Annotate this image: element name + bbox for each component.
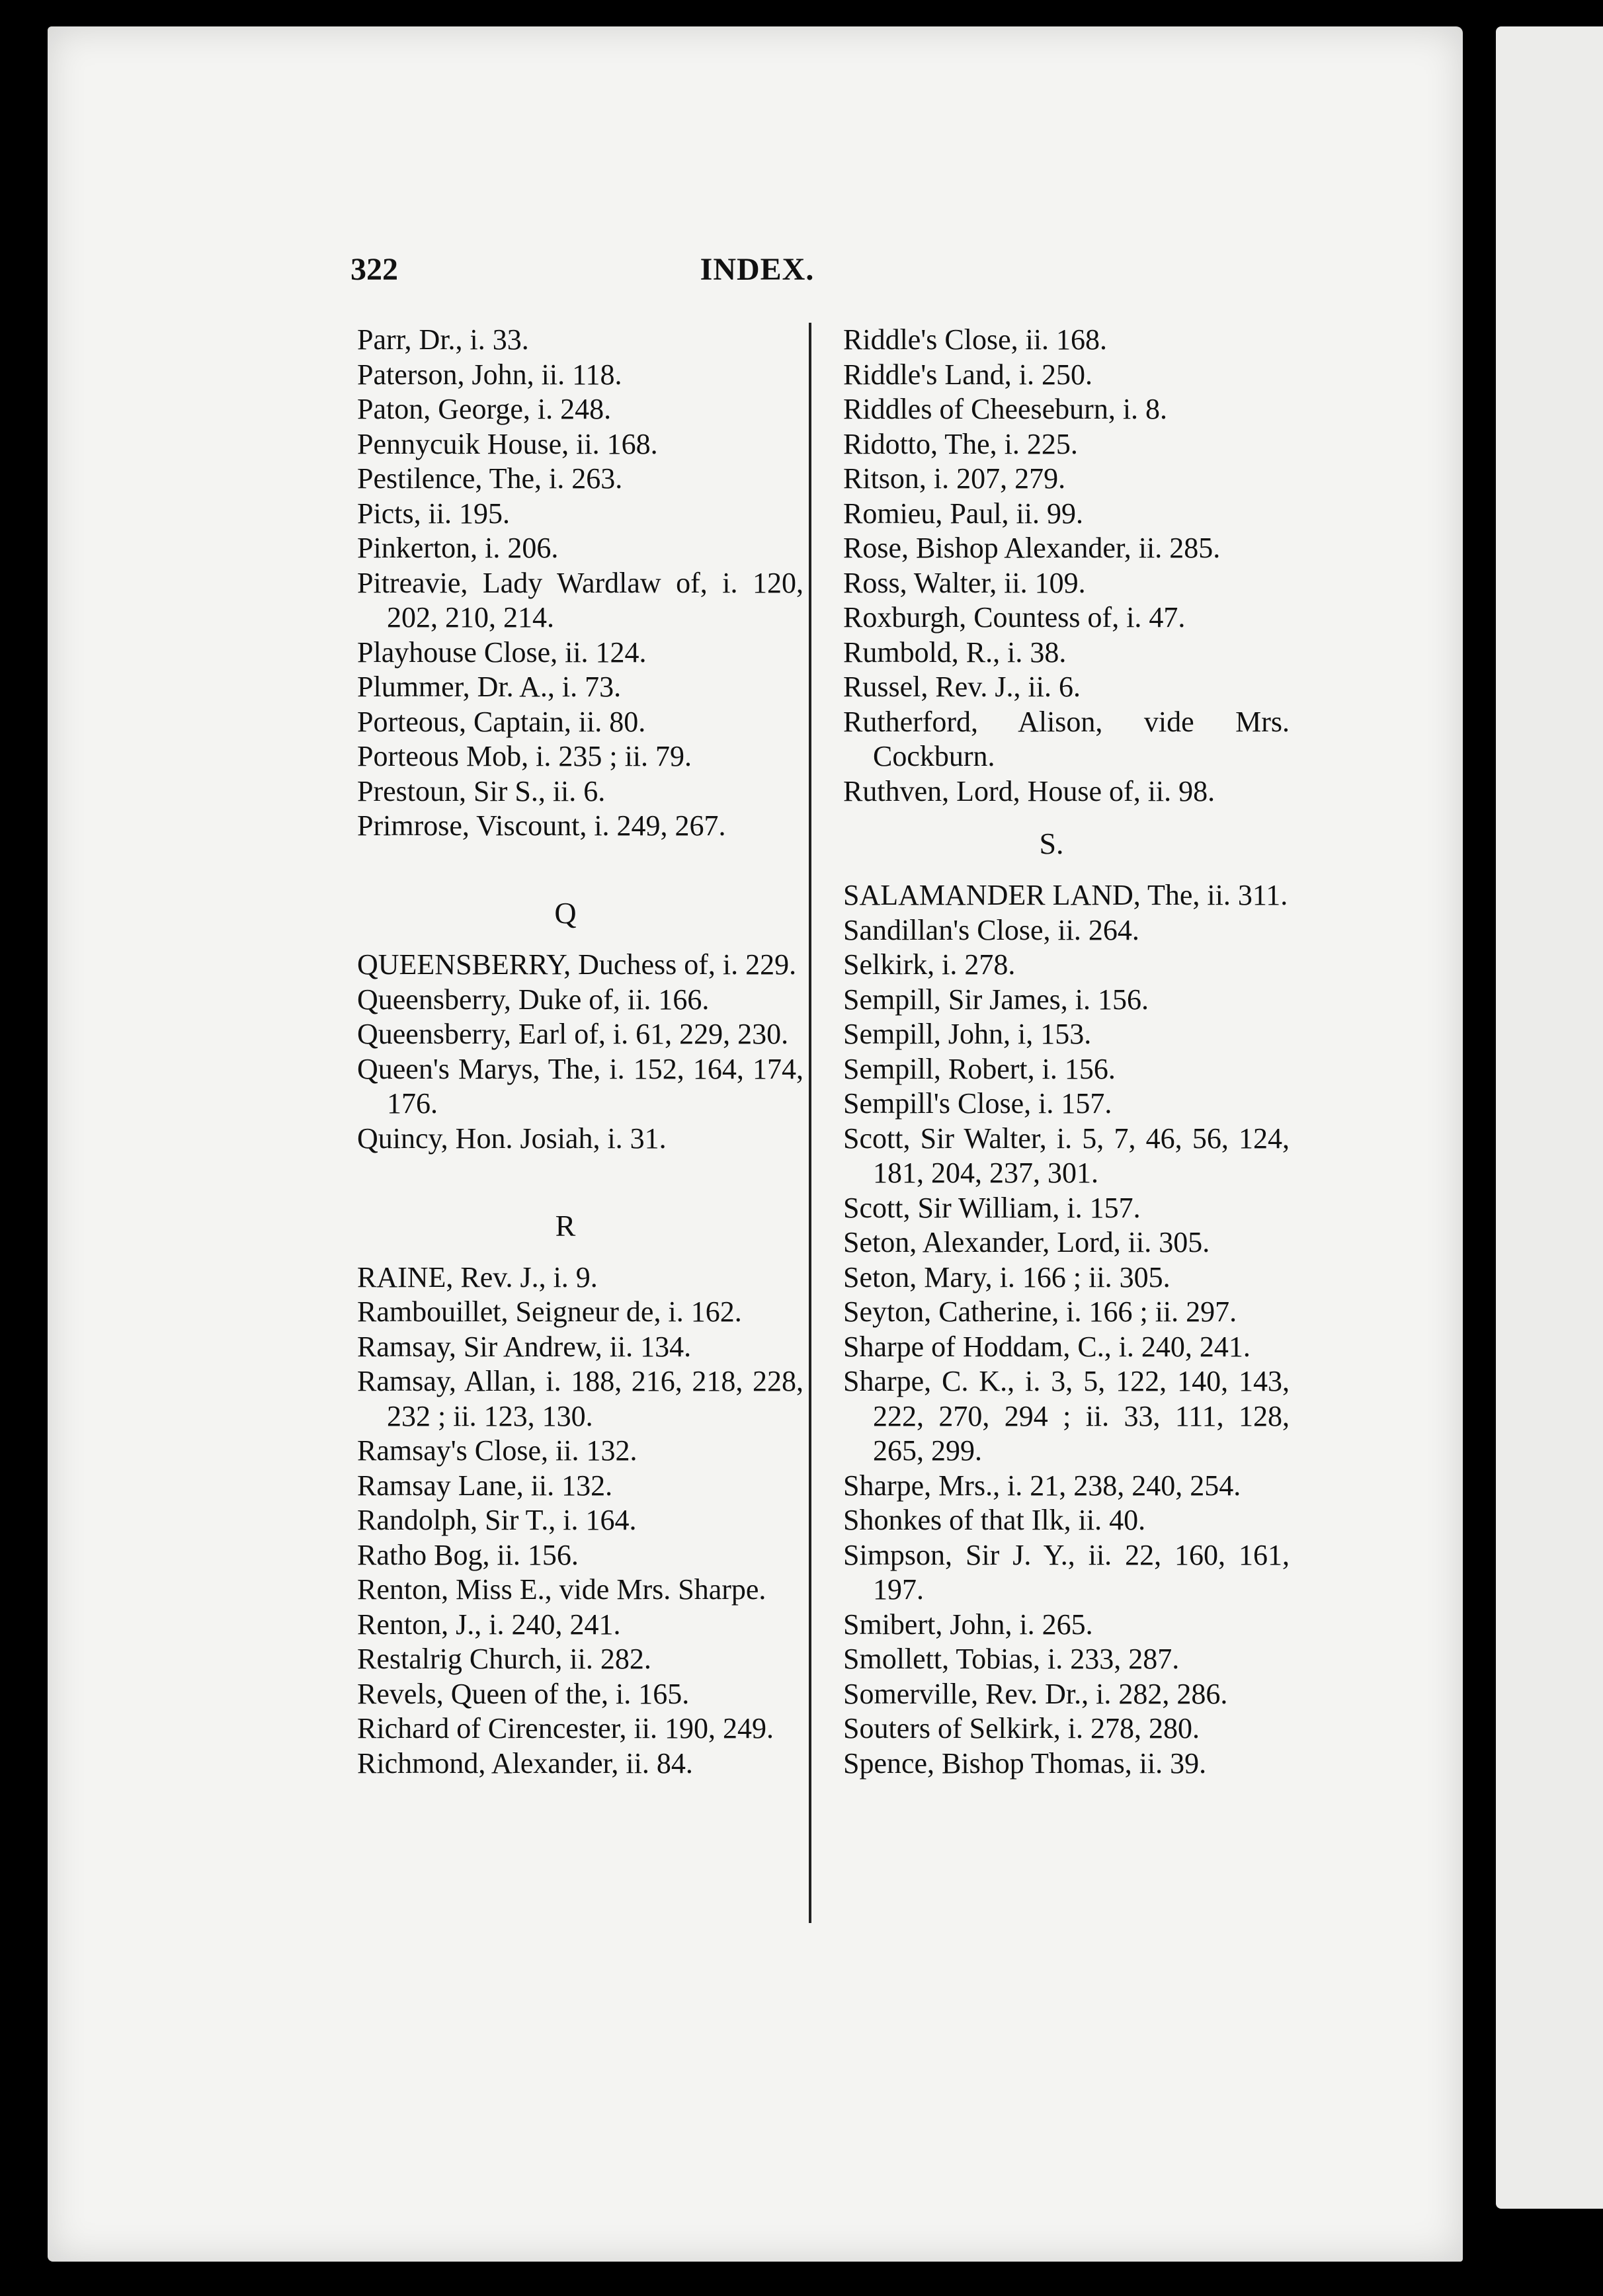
index-entry: Queensberry, Duke of, ii. 166. bbox=[357, 983, 710, 1016]
index-entry: Quincy, Hon. Josiah, i. 31. bbox=[357, 1122, 667, 1155]
index-entry: Pennycuik House, ii. 168. bbox=[357, 427, 658, 460]
index-entry: Richard of Cirencester, ii. 190, 249. bbox=[357, 1712, 774, 1744]
index-entry: Riddles of Cheeseburn, i. 8. bbox=[843, 393, 1168, 425]
index-entry: Ramsay, Sir Andrew, ii. 134. bbox=[357, 1330, 692, 1363]
index-entry: Scott, Sir William, i. 157. bbox=[843, 1191, 1141, 1224]
index-entry: Seton, Alexander, Lord, ii. 305. bbox=[843, 1226, 1210, 1258]
section-letter-s: S. bbox=[1039, 827, 1064, 860]
index-entry: RAINE, Rev. J., i. 9. bbox=[357, 1260, 598, 1293]
index-entry: Riddle's Close, ii. 168. bbox=[843, 323, 1108, 356]
index-entry: Richmond, Alexander, ii. 84. bbox=[357, 1746, 693, 1780]
adjacent-page-edge bbox=[1496, 26, 1603, 2209]
section-gap bbox=[327, 1156, 803, 1191]
index-entry: Rumbold, R., i. 38. bbox=[843, 636, 1067, 669]
page-number: 322 bbox=[350, 252, 398, 287]
index-entry: Sharpe, C. K., i. 3, 5, 122, 140, 143, 222, 270, 294 ; ii. 33, 111, 128, 265, 299. bbox=[843, 1365, 1290, 1467]
index-entry: Ramsay's Close, ii. 132. bbox=[357, 1434, 637, 1467]
index-entry: Smibert, John, i. 265. bbox=[843, 1608, 1093, 1641]
index-entry: Pitreavie, Lady Wardlaw of, i. 120, 202, 210, 214. bbox=[357, 566, 803, 634]
index-entry: Ruthven, Lord, House of, ii. 98. bbox=[843, 774, 1215, 807]
index-entry: Shonkes of that Ilk, ii. 40. bbox=[843, 1504, 1146, 1536]
index-entry: Sharpe of Hoddam, C., i. 240, 241. bbox=[843, 1330, 1251, 1363]
index-entry: Sandillan's Close, ii. 264. bbox=[843, 913, 1139, 946]
index-entry: Souters of Selkirk, i. 278, 280. bbox=[843, 1712, 1200, 1744]
index-entry: Romieu, Paul, ii. 99. bbox=[843, 497, 1083, 530]
index-entry: Scott, Sir Walter, i. 5, 7, 46, 56, 124, 181, 204, 237, 301. bbox=[843, 1122, 1290, 1189]
index-entry: Sharpe, Mrs., i. 21, 238, 240, 254. bbox=[843, 1469, 1241, 1502]
index-entry: Revels, Queen of the, i. 165. bbox=[357, 1677, 690, 1710]
index-entry: Seyton, Catherine, i. 166 ; ii. 297. bbox=[843, 1295, 1237, 1328]
index-entry: Sempill, John, i, 153. bbox=[843, 1018, 1092, 1050]
index-entry: Queen's Marys, The, i. 152, 164, 174, 176. bbox=[357, 1052, 803, 1120]
section-letter-q: Q bbox=[554, 896, 577, 930]
index-entry: Ramsay Lane, ii. 132. bbox=[357, 1469, 613, 1502]
index-entry: Spence, Bishop Thomas, ii. 39. bbox=[843, 1746, 1207, 1780]
index-entry: QUEENSBERRY, Duchess of, i. 229. bbox=[357, 948, 797, 981]
index-entry: Roxburgh, Countess of, i. 47. bbox=[843, 601, 1186, 634]
index-entry: Ritson, i. 207, 279. bbox=[843, 462, 1066, 495]
index-entry: Somerville, Rev. Dr., i. 282, 286. bbox=[843, 1677, 1228, 1710]
index-entry: Riddle's Land, i. 250. bbox=[843, 358, 1093, 391]
index-entry: Sempill, Sir James, i. 156. bbox=[843, 983, 1149, 1016]
index-entry: Plummer, Dr. A., i. 73. bbox=[357, 671, 622, 703]
section-gap bbox=[327, 844, 803, 879]
index-entry: Porteous Mob, i. 235 ; ii. 79. bbox=[357, 740, 692, 772]
index-entry: Ross, Walter, ii. 109. bbox=[843, 566, 1086, 599]
index-entry: Ratho Bog, ii. 156. bbox=[357, 1538, 579, 1571]
index-column-right bbox=[813, 323, 1290, 1781]
index-entry: Playhouse Close, ii. 124. bbox=[357, 636, 647, 669]
column-divider bbox=[809, 323, 811, 1923]
index-entry: Sempill, Robert, i. 156. bbox=[843, 1052, 1116, 1085]
index-entry: Ridotto, The, i. 225. bbox=[843, 427, 1078, 460]
page-header bbox=[304, 251, 1210, 298]
index-entry: Prestoun, Sir S., ii. 6. bbox=[357, 774, 606, 807]
index-entry: Selkirk, i. 278. bbox=[843, 948, 1016, 981]
index-entry: Renton, Miss E., vide Mrs. Sharpe. bbox=[357, 1573, 766, 1606]
index-entry: Paton, George, i. 248. bbox=[357, 393, 612, 425]
index-entry: Sempill's Close, i. 157. bbox=[843, 1087, 1112, 1120]
index-entry: Rutherford, Alison, vide Mrs. Cockburn. bbox=[843, 705, 1290, 772]
index-entry: SALAMANDER LAND, The, ii. 311. bbox=[843, 879, 1288, 911]
index-entry: Randolph, Sir T., i. 164. bbox=[357, 1504, 637, 1536]
index-entry: Pinkerton, i. 206. bbox=[357, 532, 559, 564]
index-entry: Restalrig Church, ii. 282. bbox=[357, 1643, 651, 1675]
index-entry: Primrose, Viscount, i. 249, 267. bbox=[357, 809, 726, 842]
index-entry: Paterson, John, ii. 118. bbox=[357, 358, 622, 391]
index-column-left bbox=[327, 323, 803, 1781]
index-entry: Pestilence, The, i. 263. bbox=[357, 462, 623, 495]
index-entry: Picts, ii. 195. bbox=[357, 497, 511, 530]
index-entry: Porteous, Captain, ii. 80. bbox=[357, 705, 646, 738]
index-entry: Russel, Rev. J., ii. 6. bbox=[843, 671, 1081, 703]
index-entry: Smollett, Tobias, i. 233, 287. bbox=[843, 1643, 1180, 1675]
index-entry: Rambouillet, Seigneur de, i. 162. bbox=[357, 1295, 742, 1328]
index-entry: Ramsay, Allan, i. 188, 216, 218, 228, 232 ; ii. 123, 130. bbox=[357, 1365, 803, 1432]
index-entry: Queensberry, Earl of, i. 61, 229, 230. bbox=[357, 1018, 789, 1050]
index-entry: Renton, J., i. 240, 241. bbox=[357, 1608, 621, 1641]
section-letter-r: R bbox=[555, 1208, 576, 1243]
index-entry: Rose, Bishop Alexander, ii. 285. bbox=[843, 532, 1221, 564]
index-entry: Parr, Dr., i. 33. bbox=[357, 323, 529, 356]
index-entry: Simpson, Sir J. Y., ii. 22, 160, 161, 197. bbox=[843, 1538, 1290, 1606]
index-entry: Seton, Mary, i. 166 ; ii. 305. bbox=[843, 1260, 1171, 1293]
running-title: INDEX. bbox=[700, 252, 815, 287]
